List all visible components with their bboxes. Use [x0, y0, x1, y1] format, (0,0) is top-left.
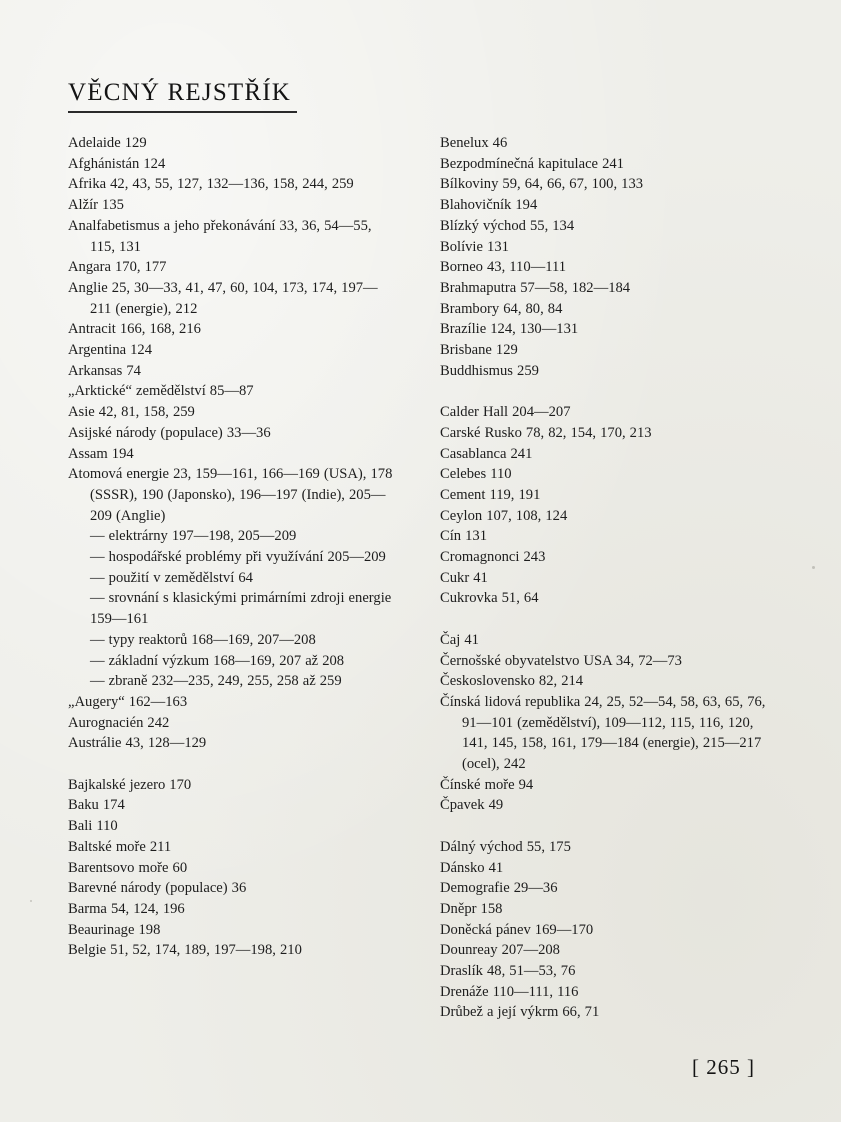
index-entry: Dánsko 41	[440, 859, 504, 876]
index-entry: Československo 82, 214	[440, 673, 584, 690]
index-entry: Brazílie 124, 130—131	[440, 321, 579, 338]
index-entry: Bolívie 131	[440, 238, 509, 255]
index-entry: Beaurinage 198	[68, 921, 161, 938]
index-entry: Buddhismus 259	[440, 362, 539, 379]
index-entry: Cín 131	[440, 528, 488, 545]
index-entry: Drůbež a její výkrm 66, 71	[440, 1004, 600, 1021]
index-subentry: — elektrárny 197—198, 205—209	[90, 528, 297, 545]
index-column-left	[68, 133, 396, 1023]
index-entry: Doněcká pánev 169—170	[440, 921, 594, 938]
index-column-right	[440, 133, 768, 1023]
index-entry: Dounreay 207—208	[440, 942, 560, 959]
index-entry: Čpavek 49	[440, 797, 504, 814]
index-columns	[68, 133, 768, 1023]
index-entry: Čínská lidová republika 24, 25, 52—54, 58, 63, 65, 76, 91—101 (zemědělství), 109—112, 115, 116, 120, 141, 145, 158, 161, 179—184 (energie), 215—217 (ocel), 242	[440, 693, 766, 773]
index-entry: Cement 119, 191	[440, 486, 541, 503]
index-entry: Draslík 48, 51—53, 76	[440, 963, 576, 980]
index-entry: „Augery“ 162—163	[68, 693, 188, 710]
index-entry: Belgie 51, 52, 174, 189, 197—198, 210	[68, 942, 302, 959]
index-entry: Antracit 166, 168, 216	[68, 321, 201, 338]
paper-speck	[30, 900, 32, 902]
index-spacer	[440, 381, 768, 402]
index-entry: Asie 42, 81, 158, 259	[68, 404, 195, 421]
index-entry: Blízký východ 55, 134	[440, 217, 575, 234]
index-entry: „Arktické“ zemědělství 85—87	[68, 383, 254, 400]
index-subentry: — typy reaktorů 168—169, 207—208	[90, 631, 316, 648]
index-entry: Barevné národy (populace) 36	[68, 880, 247, 897]
page-title: VĚCNÝ REJSTŘÍK	[68, 79, 297, 113]
index-entry: Bali 110	[68, 818, 118, 835]
index-entry: Benelux 46	[440, 135, 508, 151]
index-entry: Brahmaputra 57—58, 182—184	[440, 279, 631, 296]
index-subentry: — použití v zemědělství 64	[90, 569, 253, 586]
index-entry: Austrálie 43, 128—129	[68, 735, 207, 752]
index-entry: Arkansas 74	[68, 362, 141, 379]
index-entry: Dálný východ 55, 175	[440, 838, 571, 855]
index-entry: Blahovičník 194	[440, 197, 538, 214]
index-entry: Bílkoviny 59, 64, 66, 67, 100, 133	[440, 176, 644, 193]
index-entry: Baltské moře 211	[68, 838, 172, 855]
index-subentry: — zbraně 232—235, 249, 255, 258 až 259	[90, 673, 342, 690]
index-entry: Brisbane 129	[440, 342, 518, 359]
index-entry: Alžír 135	[68, 197, 124, 214]
index-entry: Brambory 64, 80, 84	[440, 300, 563, 317]
index-entry: Borneo 43, 110—111	[440, 259, 567, 276]
index-spacer	[440, 609, 768, 630]
index-entry: Čaj 41	[440, 631, 479, 648]
index-entry: Demografie 29—36	[440, 880, 558, 897]
index-entry: Afghánistán 124	[68, 155, 166, 172]
index-entry: Adelaide 129	[68, 135, 147, 151]
index-entry: Dněpr 158	[440, 900, 503, 917]
index-spacer	[440, 816, 768, 837]
index-subentry: — základní výzkum 168—169, 207 až 208	[90, 652, 345, 669]
index-entry: Cromagnonci 243	[440, 549, 546, 566]
index-entry: Černošské obyvatelstvo USA 34, 72—73	[440, 652, 682, 669]
index-entry: Analfabetismus a jeho překonávání 33, 36, 54—55, 115, 131	[68, 217, 372, 255]
index-subentry: — hospodářské problémy při využívání 205—209	[90, 549, 386, 566]
index-entry: Barma 54, 124, 196	[68, 901, 185, 917]
index-entry: Carské Rusko 78, 82, 154, 170, 213	[440, 424, 652, 441]
index-entry: Cukrovka 51, 64	[440, 590, 539, 607]
index-spacer	[68, 754, 396, 775]
index-entry: Čínské moře 94	[440, 776, 534, 793]
index-entry: Argentina 124	[68, 342, 153, 359]
index-entry: Assam 194	[68, 445, 134, 462]
page-number: [ 265 ]	[692, 1055, 755, 1079]
index-entry: Celebes 110	[440, 466, 512, 483]
index-entry: Casablanca 241	[440, 445, 533, 462]
index-entry: Afrika 42, 43, 55, 127, 132—136, 158, 244, 259	[68, 176, 354, 193]
index-entry: Aurognacién 242	[68, 714, 170, 731]
index-entry: Anglie 25, 30—33, 41, 47, 60, 104, 173, 174, 197—211 (energie), 212	[68, 279, 378, 317]
index-entry: Baku 174	[68, 797, 125, 814]
index-entry: Bajkalské jezero 170	[68, 776, 192, 793]
index-entry: Cukr 41	[440, 569, 488, 586]
index-entry: Atomová energie 23, 159—161, 166—169 (USA), 178 (SSSR), 190 (Japonsko), 196—197 (Indie), 205—209 (Anglie)	[68, 466, 393, 524]
index-entry: Calder Hall 204—207	[440, 404, 571, 421]
index-entry: Bezpodmínečná kapitulace 241	[440, 155, 624, 172]
paper-speck	[812, 566, 815, 569]
index-entry: Angara 170, 177	[68, 259, 167, 276]
index-entry: Barentsovo moře 60	[68, 859, 188, 876]
index-entry: Asijské národy (populace) 33—36	[68, 424, 271, 441]
index-entry: Ceylon 107, 108, 124	[440, 507, 568, 524]
index-subentry: — srovnání s klasickými primárními zdroji energie 159—161	[90, 590, 392, 628]
index-entry: Drenáže 110—111, 116	[440, 983, 579, 1000]
